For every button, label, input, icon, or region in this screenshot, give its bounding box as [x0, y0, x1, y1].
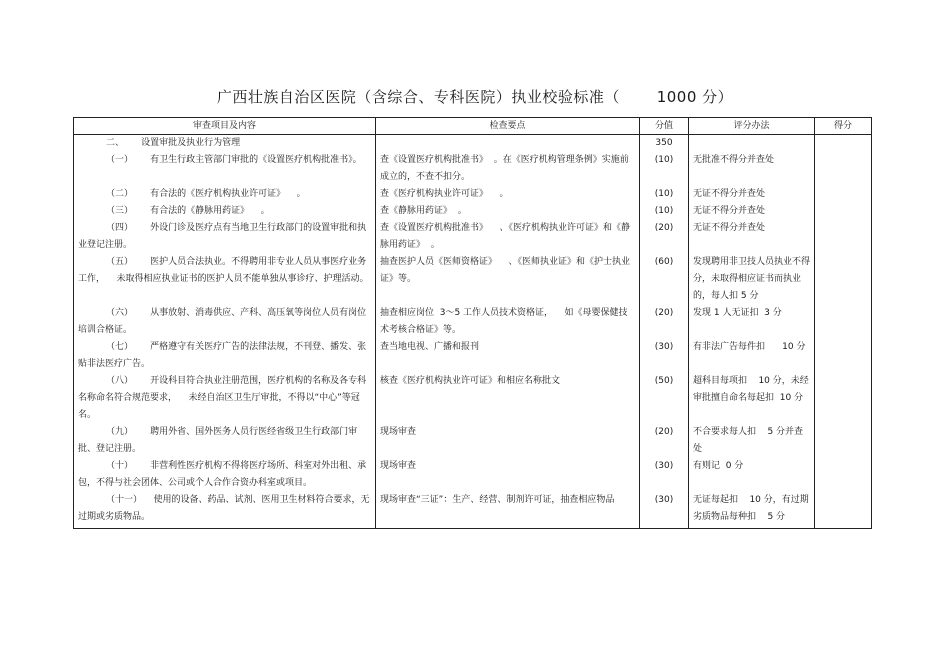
row-method: 有则记 0 分	[689, 458, 815, 492]
row-check: 查《设置医疗机构批准书》 。在《医疗机构管理条例》实施前成立的，不查不扣分。	[376, 152, 640, 186]
row-check	[376, 135, 640, 153]
row-check: 查当地电视、广播和报刊	[376, 339, 640, 373]
table-row	[74, 339, 872, 373]
row-check: 现场审查	[376, 458, 640, 492]
header-score: 分值	[640, 118, 689, 135]
row-got	[815, 458, 872, 492]
row-check: 查《设置医疗机构批准书》 、《医疗机构执业许可证》和《静脉用药证》 。	[376, 220, 640, 254]
row-check: 现场审查	[376, 424, 640, 458]
row-item: （五） 医护人员合法执业。不得聘用非专业人员从事医疗业务工作， 未取得相应执业证书的医护人员不能单独从事诊疗、护理活动。	[74, 254, 376, 305]
row-score: (60)	[640, 254, 689, 305]
row-item: （八） 开设科目符合执业注册范围，医疗机构的名称及各专科名称命名符合规范要求， 未经自治区卫生厅审批，不得以“中心”等冠名。	[74, 373, 376, 424]
row-item: （三） 有合法的《静脉用药证》 。	[74, 203, 376, 220]
row-method: 不合要求每人扣 5 分并查处	[689, 424, 815, 458]
row-check: 核查《医疗机构执业许可证》和相应名称批文	[376, 373, 640, 424]
row-item: （四） 外设门诊及医疗点有当地卫生行政部门的设置审批和执业登记注册。	[74, 220, 376, 254]
row-score: (20)	[640, 424, 689, 458]
header-item: 审查项目及内容	[74, 118, 376, 135]
row-method: 无批准不得分并查处	[689, 152, 815, 186]
row-item: （六） 从事放射、消毒供应、产科、高压氧等岗位人员有岗位培训合格证。	[74, 305, 376, 339]
row-check: 查《医疗机构执业许可证》 。	[376, 186, 640, 203]
row-got	[815, 135, 872, 153]
row-score: (10)	[640, 152, 689, 186]
row-score: (30)	[640, 492, 689, 529]
row-score: (10)	[640, 186, 689, 203]
row-method: 有非法广告每件扣 10 分	[689, 339, 815, 373]
row-method: 发现 1 人无证扣 3 分	[689, 305, 815, 339]
row-check: 抽查医护人员《医师资格证》 、《医师执业证》和《护士执业证》等。	[376, 254, 640, 305]
standards-table	[73, 117, 872, 529]
row-score: (30)	[640, 458, 689, 492]
table-row	[74, 424, 872, 458]
header-got: 得分	[815, 118, 872, 135]
table-row	[74, 373, 872, 424]
row-score: (30)	[640, 339, 689, 373]
row-score: (50)	[640, 373, 689, 424]
row-method: 超科目每项扣 10 分，未经审批擅自命名每起扣 10 分	[689, 373, 815, 424]
row-check: 抽查相应岗位 3～5 工作人员技术资格证， 如《母婴保健技术考核合格证》等。	[376, 305, 640, 339]
row-got	[815, 254, 872, 305]
row-score: (20)	[640, 220, 689, 254]
row-item: （七） 严格遵守有关医疗广告的法律法规，不刊登、播发、张贴非法医疗广告。	[74, 339, 376, 373]
row-got	[815, 373, 872, 424]
row-got	[815, 220, 872, 254]
row-method: 无证不得分并查处	[689, 220, 815, 254]
row-got	[815, 305, 872, 339]
row-method	[689, 135, 815, 153]
row-item: （二） 有合法的《医疗机构执业许可证》 。	[74, 186, 376, 203]
row-got	[815, 203, 872, 220]
table-row	[74, 254, 872, 305]
table-row	[74, 186, 872, 203]
header-row	[74, 118, 872, 135]
row-method: 无证不得分并查处	[689, 186, 815, 203]
row-got	[815, 152, 872, 186]
table-row	[74, 305, 872, 339]
row-got	[815, 424, 872, 458]
row-item: （九） 聘用外省、国外医务人员行医经省级卫生行政部门审批、登记注册。	[74, 424, 376, 458]
row-check: 查《静脉用药证》 。	[376, 203, 640, 220]
row-item: （一） 有卫生行政主管部门审批的《设置医疗机构批准书》。	[74, 152, 376, 186]
row-item: （十一） 使用的设备、药品、试剂、医用卫生材料符合要求，无过期或劣质物品。	[74, 492, 376, 529]
row-got	[815, 339, 872, 373]
table-row	[74, 203, 872, 220]
row-item: （十） 非营利性医疗机构不得将医疗场所、科室对外出租、承包，不得与社会团体、公司或个人合作合资办科室或项目。	[74, 458, 376, 492]
row-check: 现场审查“三证”：生产、经营、制剂许可证，抽查相应物品	[376, 492, 640, 529]
row-method: 无证每起扣 10 分，有过期劣质物品每种扣 5 分	[689, 492, 815, 529]
table-row	[74, 458, 872, 492]
table-row	[74, 152, 872, 186]
row-method: 无证不得分并查处	[689, 203, 815, 220]
table-row	[74, 135, 872, 153]
row-score: (20)	[640, 305, 689, 339]
table-row	[74, 220, 872, 254]
row-got	[815, 186, 872, 203]
header-method: 评分办法	[689, 118, 815, 135]
row-method: 发现聘用非卫技人员执业不得分，未取得相应证书而执业的，每人扣 5 分	[689, 254, 815, 305]
page-title: 广西壮族自治区医院（含综合、专科医院）执业校验标准（ 1000 分）	[216, 88, 734, 106]
row-score: (10)	[640, 203, 689, 220]
header-check: 检查要点	[376, 118, 640, 135]
table-row	[74, 492, 872, 529]
row-score: 350	[640, 135, 689, 153]
row-item: 二、 设置审批及执业行为管理	[74, 135, 376, 153]
row-got	[815, 492, 872, 529]
